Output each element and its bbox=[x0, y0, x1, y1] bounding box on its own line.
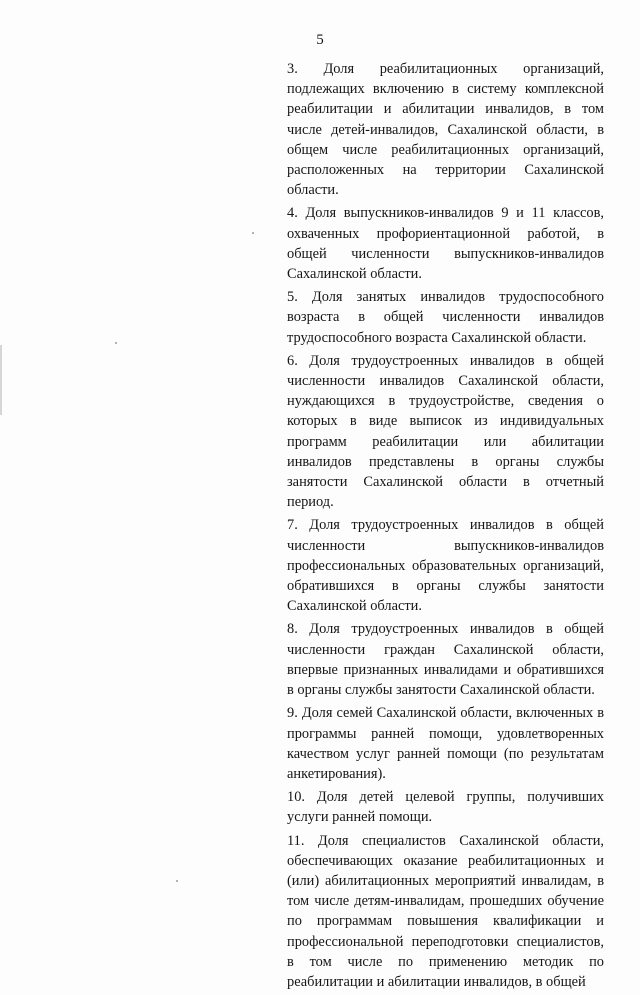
list-item: 10. Доля детей целевой группы, получивших услуги ранней помощи. bbox=[287, 789, 604, 826]
document-body bbox=[287, 59, 604, 995]
list-item: 7. Доля трудоустроенных инвалидов в общей численности выпускников-инвалидов профессиональных образовательных организаций, обратившихся в органы службы занятости Сахалинской области. bbox=[287, 517, 604, 615]
list-item: 8. Доля трудоустроенных инвалидов в общей численности граждан Сахалинской области, впервые признанных инвалидами и обратившихся в органы службы занятости Сахалинской области. bbox=[287, 621, 604, 699]
list-item: 6. Доля трудоустроенных инвалидов в общей численности инвалидов Сахалинской области, нуждающихся в трудоустройстве, сведения о которых в виде выписок из индивидуальных программ реабилитации или абилитации инвалидов представлены в органы службы занятости Сахалинской области в отчетный период. bbox=[287, 352, 604, 511]
list-item: 9. Доля семей Сахалинской области, включенных в программы ранней помощи, удовлетворенных качеством услуг ранней помощи (по результатам анкетирования). bbox=[287, 705, 604, 782]
list-item: 5. Доля занятых инвалидов трудоспособного возраста в общей численности инвалидов трудоспособного возраста Сахалинской области. bbox=[287, 289, 604, 346]
scan-speck bbox=[176, 880, 178, 882]
scan-edge-shadow bbox=[0, 345, 2, 415]
scan-speck bbox=[115, 342, 117, 344]
scan-speck bbox=[252, 232, 254, 234]
list-item: 11. Доля специалистов Сахалинской области, обеспечивающих оказание реабилитационных и (или) абилитационных мероприятий инвалидам, в том числе детям-инвалидам, прошедших обучение по программам повышения квалификации и профессиональной переподготовки специалистов, в том числе по применению методик по реабилитации и абилитации инвалидов, в общей bbox=[287, 832, 604, 990]
list-item: 3. Доля реабилитационных организаций, подлежащих включению в систему комплексной реабилитации и абилитации инвалидов, в том числе детей-инвалидов, Сахалинской области, в общем числе реабилитационных организаций, расположенных на территории Сахалинской области. bbox=[287, 61, 604, 199]
page-number: 5 bbox=[316, 32, 324, 48]
list-item: 4. Доля выпускников-инвалидов 9 и 11 классов, охваченных профориентационной работой, в общей численности выпускников-инвалидов Сахалинской области. bbox=[287, 205, 604, 283]
